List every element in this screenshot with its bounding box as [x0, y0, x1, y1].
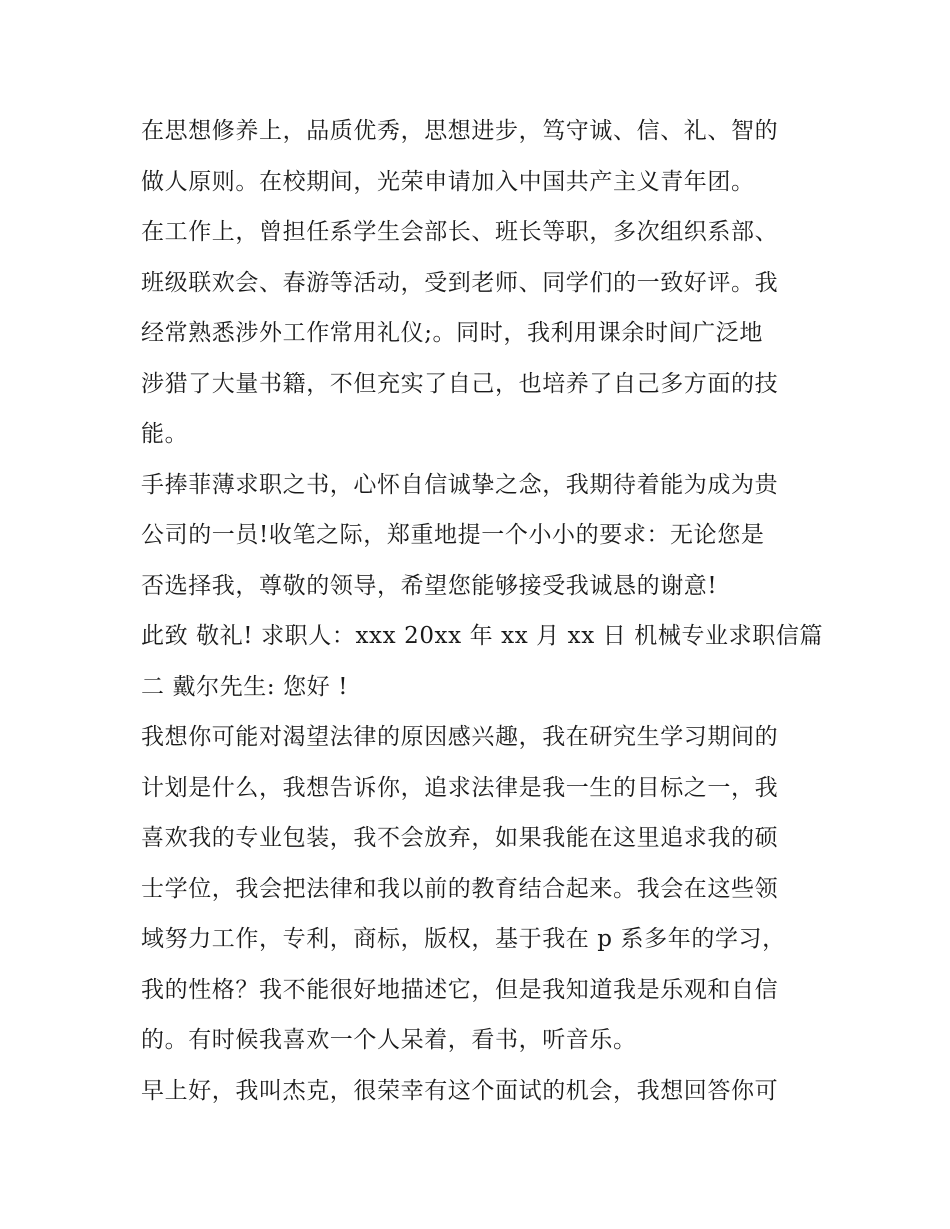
text-line: 否选择我，尊敬的领导，希望您能够接受我诚恳的谢意! [141, 572, 718, 599]
text-line: 经常熟悉涉外工作常用礼仪;。同时，我利用课余时间广泛地 [141, 320, 763, 346]
text-line: 做人原则。在校期间，光荣申请加入中国共产主义青年团。 [141, 168, 755, 195]
text-line: 在工作上，曾担任系学生会部长、班长等职，多次组织系部、 [141, 219, 779, 245]
text-line: 班级联欢会、春游等活动，受到老师、同学们的一致好评。我 [141, 269, 779, 296]
text-line: 士学位，我会把法律和我以前的教育结合起来。我会在这些领 [141, 875, 779, 902]
text-line: 域努力工作，专利，商标，版权，基于我在 p 系多年的学习， [141, 926, 786, 952]
document-body [141, 106, 824, 1116]
text-line: 计划是什么，我想告诉你，追求法律是我一生的目标之一，我 [141, 774, 779, 801]
text-line: 公司的一员!收笔之际，郑重地提一个小小的要求：无论您是 [141, 522, 765, 548]
text-line: 早上好，我叫杰克，很荣幸有这个面试的机会，我想回答你可 [141, 1077, 779, 1104]
text-line: 的。有时候我喜欢一个人呆着，看书，听音乐。 [141, 1027, 637, 1053]
text-line: 涉猎了大量书籍，不但充实了自己，也培养了自己多方面的技 [141, 370, 779, 397]
text-line: 能。 [141, 421, 189, 447]
text-line: 此致 敬礼! 求职人：xxx 20xx 年 xx 月 xx 日 机械专业求职信篇 [141, 623, 824, 649]
text-line: 二 戴尔先生: 您好 ! [141, 673, 349, 700]
text-line: 手捧菲薄求职之书，心怀自信诚挚之念，我期待着能为成为贵 [141, 471, 779, 498]
text-line: 我想你可能对渴望法律的原因感兴趣，我在研究生学习期间的 [141, 724, 779, 750]
text-line: 在思想修养上，品质优秀，思想进步，笃守诚、信、礼、智的 [141, 118, 779, 144]
text-line: 喜欢我的专业包装，我不会放弃，如果我能在这里追求我的硕 [141, 825, 779, 851]
text-line: 我的性格？我不能很好地描述它，但是我知道我是乐观和自信 [141, 976, 779, 1003]
